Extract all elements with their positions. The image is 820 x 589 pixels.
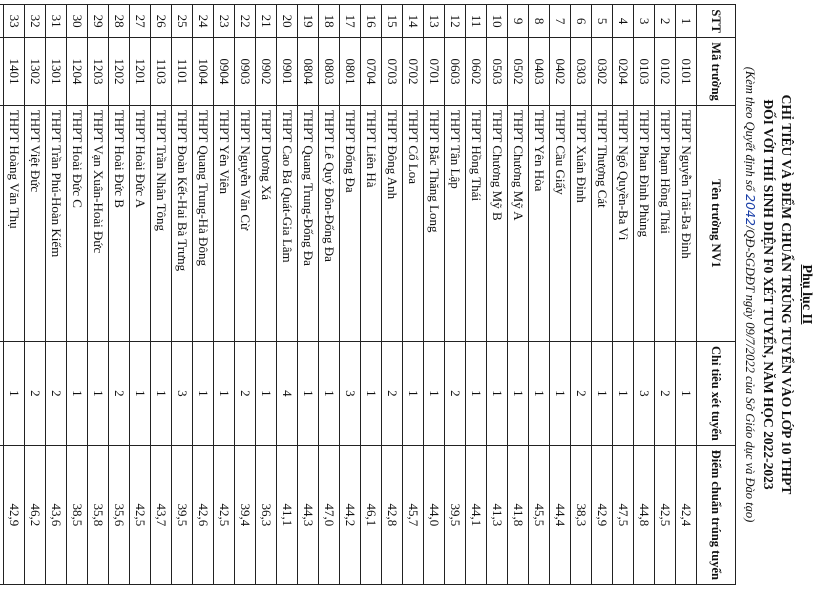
quota-cell: 1 [130, 341, 151, 445]
table-row [109, 5, 130, 585]
cutoff-score-cell: 42,5 [214, 445, 235, 584]
cutoff-score-cell: 42,5 [655, 445, 676, 584]
cutoff-score-cell: 44,4 [550, 445, 571, 584]
cutoff-score-cell: 36,3 [256, 445, 277, 584]
quota-cell: 1 [151, 341, 172, 445]
table-row [67, 5, 88, 585]
school-name-cell: THPT Vạn Xuân-Hoài Đức [88, 105, 109, 341]
school-name-cell: THPT Hoài Đức C [67, 105, 88, 341]
school-name-cell: THPT Liên Hà [361, 105, 382, 341]
quota-cell: 1 [592, 341, 613, 445]
subtitle-prefix: (Kèm theo Quyết định số [743, 66, 757, 195]
cutoff-score-cell: 43,7 [151, 445, 172, 584]
stt-cell: 3 [634, 5, 655, 38]
stt-cell: 20 [277, 5, 298, 38]
cutoff-score-cell: 42,9 [592, 445, 613, 584]
quota-cell: 1 [214, 341, 235, 445]
quota-cell: 3 [634, 341, 655, 445]
school-code-cell: 0102 [655, 38, 676, 106]
school-code-cell: 0801 [340, 38, 361, 106]
stt-cell: 1 [676, 5, 697, 38]
table-row [361, 5, 382, 585]
school-name-cell: THPT Trần Nhân Tông [151, 105, 172, 341]
stt-cell: 23 [214, 5, 235, 38]
school-name-cell: THPT Xuân Đỉnh [571, 105, 592, 341]
table-row [466, 5, 487, 585]
stt-cell: 11 [466, 5, 487, 38]
quota-cell: 2 [655, 341, 676, 445]
school-code-cell: 1302 [25, 38, 46, 106]
cutoff-score-cell: 43,6 [46, 445, 67, 584]
cutoff-score-cell: 38,5 [67, 445, 88, 584]
table-row [529, 5, 550, 585]
cutoff-score-cell [0, 445, 4, 584]
stt-cell: 18 [319, 5, 340, 38]
school-name-cell: THPT Dương Xá [256, 105, 277, 341]
quota-cell: 1 [529, 341, 550, 445]
stt-cell: 10 [487, 5, 508, 38]
school-name-cell: THPT Hồng Thái [466, 105, 487, 341]
stt-cell: 32 [25, 5, 46, 38]
school-code-cell: 0803 [319, 38, 340, 106]
school-code-cell: 1201 [130, 38, 151, 106]
stt-cell: 12 [445, 5, 466, 38]
stt-cell: 6 [571, 5, 592, 38]
table-row [25, 5, 46, 585]
table-row [571, 5, 592, 585]
quota-cell: 2 [109, 341, 130, 445]
table-row [277, 5, 298, 585]
school-code-cell: 0901 [277, 38, 298, 106]
cutoff-score-cell: 44,2 [340, 445, 361, 584]
school-code-cell: 0502 [508, 38, 529, 106]
quota-cell: 2 [571, 341, 592, 445]
stt-cell: 21 [256, 5, 277, 38]
cutoff-score-cell: 44,1 [466, 445, 487, 584]
school-name-cell: THPT Đống Đa [340, 105, 361, 341]
stt-cell: 7 [550, 5, 571, 38]
stt-cell: 30 [67, 5, 88, 38]
school-name-cell: THPT Quang Trung-Hà Đông [193, 105, 214, 341]
title-line-1: CHỈ TIÊU VÀ ĐIỂM CHUẨN TRÚNG TUYỂN VÀO LỚP 10 THPT [779, 94, 794, 495]
school-name-cell: THPT Chương Mỹ A [508, 105, 529, 341]
results-table [0, 4, 736, 585]
school-code-cell: 0602 [466, 38, 487, 106]
table-row [298, 5, 319, 585]
quota-cell: 1 [319, 341, 340, 445]
table-row [445, 5, 466, 585]
school-code-cell: 0902 [256, 38, 277, 106]
stt-cell: 15 [382, 5, 403, 38]
school-name-cell: THPT Nguyễn Trãi-Ba Đình [676, 105, 697, 341]
quota-cell: 1 [424, 341, 445, 445]
school-code-cell: 0103 [634, 38, 655, 106]
table-row [592, 5, 613, 585]
col-header-school-name: Tên trường NV1 [697, 105, 736, 341]
quota-cell: 1 [4, 341, 25, 445]
school-name-cell: THPT Quang Trung-Đống Đa [298, 105, 319, 341]
school-name-cell: THPT Lê Quý Đôn-Đống Đa [319, 105, 340, 341]
cutoff-score-cell: 44,3 [298, 445, 319, 584]
stt-cell: 8 [529, 5, 550, 38]
quota-cell: 2 [445, 341, 466, 445]
stt-cell: 19 [298, 5, 319, 38]
quota-cell: 1 [508, 341, 529, 445]
stt-cell: 31 [46, 5, 67, 38]
school-name-cell: THPT Ngô Quyền-Ba Vì [613, 105, 634, 341]
cutoff-score-cell: 39,4 [235, 445, 256, 584]
stt-cell: 27 [130, 5, 151, 38]
cutoff-score-cell: 42,6 [193, 445, 214, 584]
table-row [676, 5, 697, 585]
school-name-cell: THPT Tân Lập [445, 105, 466, 341]
cutoff-score-cell: 38,3 [571, 445, 592, 584]
quota-cell: 1 [487, 341, 508, 445]
cutoff-score-cell: 39,5 [172, 445, 193, 584]
cutoff-score-cell: 42,9 [4, 445, 25, 584]
table-row [634, 5, 655, 585]
stt-cell: 26 [151, 5, 172, 38]
stt-cell: 22 [235, 5, 256, 38]
school-code-cell: 0704 [361, 38, 382, 106]
table-row [655, 5, 676, 585]
table-row [88, 5, 109, 585]
school-name-cell: THPT Bắc Thăng Long [424, 105, 445, 341]
table-row [193, 5, 214, 585]
table-row [550, 5, 571, 585]
stt-cell: 17 [340, 5, 361, 38]
school-code-cell: 1202 [109, 38, 130, 106]
school-name-cell: THPT Việt Đức [25, 105, 46, 341]
col-header-quota: Chỉ tiêu xét tuyển [697, 341, 736, 445]
quota-cell: 1 [550, 341, 571, 445]
school-code-cell: 0101 [676, 38, 697, 106]
school-code-cell: 1204 [67, 38, 88, 106]
school-code-cell: 0302 [592, 38, 613, 106]
table-row [235, 5, 256, 585]
stt-cell: 14 [403, 5, 424, 38]
stt-cell: 16 [361, 5, 382, 38]
cutoff-score-cell: 42,4 [676, 445, 697, 584]
school-name-cell: THPT Cầu Giấy [550, 105, 571, 341]
cutoff-score-cell: 35,8 [88, 445, 109, 584]
quota-cell: 4 [277, 341, 298, 445]
stt-cell: 9 [508, 5, 529, 38]
school-code-cell: 1301 [46, 38, 67, 106]
subtitle-suffix: /QĐ-SGDĐT ngày 09/7/2022 của Sở Giáo dục và Đào tạo) [743, 225, 757, 523]
school-code-cell: 0402 [550, 38, 571, 106]
quota-cell: 1 [403, 341, 424, 445]
school-code-cell: 0403 [529, 38, 550, 106]
stt-cell: 13 [424, 5, 445, 38]
cutoff-score-cell: 44,8 [634, 445, 655, 584]
school-code-cell: 1103 [151, 38, 172, 106]
school-code-cell [0, 38, 4, 106]
quota-cell: 2 [382, 341, 403, 445]
school-code-cell: 0702 [403, 38, 424, 106]
school-name-cell: THPT Thượng Cát [592, 105, 613, 341]
table-row [214, 5, 235, 585]
cutoff-score-cell: 41,1 [277, 445, 298, 584]
stt-cell: 24 [193, 5, 214, 38]
quota-cell: 2 [25, 341, 46, 445]
subtitle [742, 0, 758, 589]
table-row [613, 5, 634, 585]
quota-cell: 3 [340, 341, 361, 445]
col-header-stt: STT [697, 5, 736, 38]
quota-cell: 1 [676, 341, 697, 445]
quota-cell: 1 [298, 341, 319, 445]
stt-cell: 29 [88, 5, 109, 38]
stt-cell: 33 [4, 5, 25, 38]
school-name-cell: THPT Phan Đình Phùng [634, 105, 655, 341]
school-code-cell: 0503 [487, 38, 508, 106]
school-name-cell: THPT Hoài Đức B [109, 105, 130, 341]
cutoff-score-cell: 45,5 [529, 445, 550, 584]
table-row [403, 5, 424, 585]
quota-cell: 1 [361, 341, 382, 445]
appendix-label: Phụ lục II [799, 264, 814, 325]
school-name-cell: THPT Đoàn Kết-Hai Bà Trưng [172, 105, 193, 341]
school-name-cell: THPT Chương Mỹ B [487, 105, 508, 341]
school-code-cell: 0904 [214, 38, 235, 106]
stt-cell: 4 [613, 5, 634, 38]
school-code-cell: 0603 [445, 38, 466, 106]
table-row [382, 5, 403, 585]
school-code-cell: 1401 [4, 38, 25, 106]
stt-cell: 25 [172, 5, 193, 38]
school-code-cell: 0303 [571, 38, 592, 106]
cutoff-score-cell: 47,5 [613, 445, 634, 584]
school-name-cell: THPT Cao Bá Quát-Gia Lâm [277, 105, 298, 341]
table-row [130, 5, 151, 585]
cutoff-score-cell: 44,0 [424, 445, 445, 584]
quota-cell: 3 [172, 341, 193, 445]
table-row [0, 5, 4, 585]
quota-cell: 2 [46, 341, 67, 445]
cutoff-score-cell: 35,6 [109, 445, 130, 584]
quota-cell: 1 [466, 341, 487, 445]
col-header-cutoff-score: Điểm chuẩn trúng tuyển [697, 445, 736, 584]
school-code-cell: 0701 [424, 38, 445, 106]
cutoff-score-cell: 41,3 [487, 445, 508, 584]
table-row [508, 5, 529, 585]
school-code-cell: 0903 [235, 38, 256, 106]
title-line-2: ĐỐI VỚI THÍ SINH DIỆN F0 XÉT TUYỂN, NĂM HỌC 2022-2023 [761, 99, 776, 490]
stt-cell: 2 [655, 5, 676, 38]
school-code-cell: 0804 [298, 38, 319, 106]
school-name-cell: THPT Yên Hòa [529, 105, 550, 341]
cutoff-score-cell: 47,0 [319, 445, 340, 584]
school-code-cell: 0703 [382, 38, 403, 106]
school-code-cell: 1203 [88, 38, 109, 106]
cutoff-score-cell: 42,5 [130, 445, 151, 584]
school-name-cell: THPT Yên Viên [214, 105, 235, 341]
school-name-cell: THPT Đông Anh [382, 105, 403, 341]
stt-cell: 28 [109, 5, 130, 38]
cutoff-score-cell: 39,5 [445, 445, 466, 584]
table-row [424, 5, 445, 585]
table-row [256, 5, 277, 585]
cutoff-score-cell: 42,8 [382, 445, 403, 584]
school-name-cell: THPT Nguyễn Văn Cừ [235, 105, 256, 341]
table-row [46, 5, 67, 585]
decision-number: 2042 [743, 194, 758, 226]
cutoff-score-cell: 41,8 [508, 445, 529, 584]
col-header-school-code: Mã trường [697, 38, 736, 106]
stt-cell: 5 [592, 5, 613, 38]
cutoff-score-cell: 46,1 [361, 445, 382, 584]
quota-cell: 1 [193, 341, 214, 445]
school-code-cell: 1004 [193, 38, 214, 106]
cutoff-score-cell: 45,7 [403, 445, 424, 584]
stt-cell [0, 5, 4, 38]
school-code-cell: 0204 [613, 38, 634, 106]
table-row [4, 5, 25, 585]
quota-cell: 1 [67, 341, 88, 445]
table-row [487, 5, 508, 585]
table-body [0, 5, 697, 585]
school-name-cell: THPT Hoài Đức A [130, 105, 151, 341]
quota-cell: 1 [613, 341, 634, 445]
school-name-cell: THPT Phạm Hồng Thái [655, 105, 676, 341]
school-name-cell [0, 105, 4, 341]
school-code-cell: 1101 [172, 38, 193, 106]
cutoff-score-cell: 46,2 [25, 445, 46, 584]
table-row [172, 5, 193, 585]
quota-cell: 2 [235, 341, 256, 445]
quota-cell: 1 [256, 341, 277, 445]
school-name-cell: THPT Trần Phú-Hoàn Kiếm [46, 105, 67, 341]
school-name-cell: THPT Hoàng Văn Thụ [4, 105, 25, 341]
school-name-cell: THPT Cổ Loa [403, 105, 424, 341]
quota-cell [0, 341, 4, 445]
table-row [340, 5, 361, 585]
table-row [319, 5, 340, 585]
table-row [151, 5, 172, 585]
quota-cell: 1 [88, 341, 109, 445]
table-header-row [697, 5, 736, 585]
